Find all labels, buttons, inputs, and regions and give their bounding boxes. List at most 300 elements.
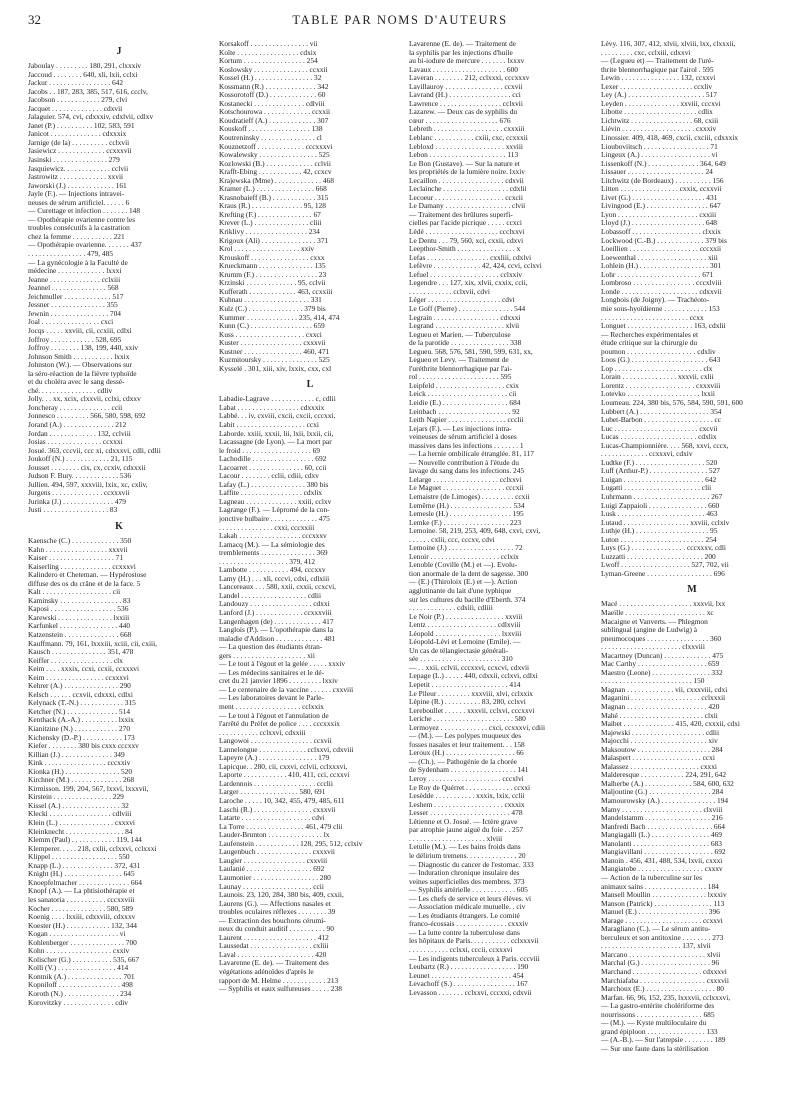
index-entry: Lockwood (C.-B.) . . . . . . . . . . . . . 379 bis: [601, 236, 727, 245]
index-entry: Lingeux (A.) . . . . . . . . . . . . . . . . . . . vi: [601, 151, 718, 160]
index-entry: Leblanc . . . . . . . . . . . cxiii, cxc, ccxxxii: [409, 134, 528, 143]
index-entry: — (M.). — Les polypes muqueux des: [409, 732, 522, 741]
index-entry: Kirchner (M.) . . . . . . . . . . . . . . 268: [28, 776, 135, 785]
index-entry: Laulanié . . . . . . . . . . . . . . . . . . 692: [219, 865, 325, 874]
index-entry: Jasiewicz . . . . . . . . . . . . . ccxxxvii: [28, 147, 132, 156]
index-entry: Luigan . . . . . . . . . . . . . . . . . . . . . . 642: [601, 475, 717, 484]
index-entry: Krefting (F.) . . . . . . . . . . . . . . . 67: [219, 210, 321, 219]
index-entry: neux du conduit auditif . . . . . . . . . . 90: [219, 925, 334, 934]
index-entry: Leidie (E.) . . . . . . . . . . . . . . . . . . 684: [409, 398, 521, 407]
index-entry: de Sydenham . . . . . . . . . . . . . . . . . . 141: [409, 766, 529, 775]
index-entry: — Association médicale mutuelle. . civ: [409, 903, 526, 912]
index-entry: chez la femme . . . . . . . . . . . 221: [28, 232, 125, 241]
index-entry: Knapp (L.) . . . . . . . . . . . . . . 372, 431: [28, 861, 141, 870]
index-entry: Lebreth . . . . . . . . . . . . . . . . . . . cxxxiii: [409, 125, 525, 134]
index-entry: Jullien. 494, 597, xxxviii, lxix, xc, cxliv,: [28, 480, 148, 489]
index-entry: Le Noir (P.) . . . . . . . . . . . . . . . . xxviii: [409, 612, 523, 621]
index-entry: Lwoff . . . . . . . . . . . . . . . . . . . 527, 702, vii: [601, 561, 729, 570]
index-entry: Larger . . . . . . . . . . . . . . . . 580, 691: [219, 788, 326, 797]
index-entry: par atrophie jaune aiguë du foie . . 257: [409, 826, 524, 835]
index-entry: Klemperer. . . . . 218, cxlii, cclxxvi, cclxxxi: [28, 844, 157, 853]
index-entry: Laumonier . . . . . . . . . . . . . . . . . . 280: [219, 873, 331, 882]
index-entry: Le Dentu . . . 79, 560, xci, cxxii, cdxvi: [409, 236, 524, 245]
index-entry: Kausch . . . . . . . . . . . . . . . 351, 478: [28, 648, 134, 657]
index-entry: Kissel (A.) . . . . . . . . . . . . . . . . 32: [28, 801, 129, 810]
index-entry: Lesèdde . . . . . . . . . . . xxxix, lxix, cclii: [409, 792, 525, 801]
index-entry: Labat . . . . . . . . . . . . . . . . . cdxxxix: [219, 403, 325, 412]
index-entry: fosses nasales et leur traitement. . . 158: [409, 740, 525, 749]
page-number: 32: [28, 12, 41, 27]
index-entry: Kaminsky . . . . . . . . . . . . . . . . . 83: [28, 596, 131, 605]
index-entry: Létienne et O. Josué. — Ictère grave: [409, 817, 518, 826]
index-entry: Lauder-Brunton . . . . . . . . . . . . . . . lx: [219, 831, 330, 840]
index-entry: Kuhnau . . . . . . . . . . . . . . . . . . 331: [219, 296, 322, 305]
index-entry: Laugenbuch . . . . . . . . . . . . . . . cxxxvii: [219, 848, 335, 857]
index-entry: Lyon . . . . . . . . . . . . . . . . . . . . . . cxxiii: [601, 210, 717, 219]
index-entry: Kleinknecht . . . . . . . . . . . . . . . . 84: [28, 827, 133, 836]
index-entry: Leroux (H.) . . . . . . . . . . . . . . . . . . . 66: [409, 749, 524, 758]
index-entry: Luthje (H.) . . . . . . . . . . . . . . . . . . . . 95: [601, 527, 718, 536]
index-entry: Leick . . . . . . . . . . . . . . . . . . . . . . cii: [409, 390, 517, 399]
index-entry: — Diagnostic du cancer de l'estomac. 333: [409, 860, 534, 869]
index-entry: Malassez . . . . . . . . . . . . . . . . . . . cxxxi: [601, 762, 717, 771]
index-entry: Legueu. 568, 576, 581, 590, 599, 631, xx,: [409, 347, 533, 356]
index-entry: Lecoeur . . . . . . . . . . . . . . . . . . . ccxcii: [409, 193, 523, 202]
index-entry: Kolischer (G.) . . . . . . . . . . . 535, 667: [28, 955, 140, 964]
index-entry: l'arrêté du Préfet de police . . . . cccxxxix: [219, 720, 340, 729]
index-entry: Kolli (V.) . . . . . . . . . . . . . . . . 414: [28, 964, 129, 973]
index-entry: Krafft-Ebing . . . . . . . . . . . . 42, ccxcv: [219, 168, 332, 177]
index-entry: Kocher . . . . . . . . . . . . . . . 580, 589: [28, 904, 133, 913]
index-entry: lavage du sang dans les infections. 245: [409, 467, 525, 476]
index-entry: Londe . . . . . . . . . . . . . . . . . . . . . cdxxvii: [601, 287, 722, 296]
index-entry: Kossel (H.) . . . . . . . . . . . . . . . . 32: [219, 74, 322, 83]
index-entry: Lotevko . . . . . . . . . . . . . . . . . . . . lxxii: [601, 390, 715, 399]
index-entry: Lentz . . . . . . . . . . . . . . . . . . . cdlxviii: [409, 621, 521, 630]
index-entry: ché. . . . . . . . . . . . . . . . cdliv: [28, 386, 113, 395]
index-entry: Marfan. 66, 96, 152, 235, lxxxvii, cclxxxvi,: [601, 993, 731, 1002]
index-entry: — Les laboratoires devant le Parle-: [219, 694, 324, 703]
index-entry: Legrand . . . . . . . . . . . . . . . . . . . xlvii: [409, 322, 520, 331]
index-entry: Lavarenne (E. de). — Traitement de: [409, 40, 516, 48]
index-entry: Koslowsky . . . . . . . . . . . . . . . ccxxii: [219, 65, 328, 74]
index-entry: Lévy. 116, 307, 412, xlvii, xlviii, lxx, clxxxii,: [601, 40, 736, 48]
index-entry: Maljoutine (G.) . . . . . . . . . . . . . . . . . 284: [601, 788, 724, 797]
index-entry: Legrain . . . . . . . . . . . . . . . . . . cdxxxi: [409, 313, 521, 322]
index-column-2: [219, 40, 401, 1110]
index-entry: Leipfeld . . . . . . . . . . . . . . . . . . . cxix: [409, 381, 519, 390]
index-columns: [28, 40, 778, 1110]
index-entry: pneumocoques . . . . . . . . . . . . . . . . . 360: [601, 634, 722, 643]
index-entry: — Opothérapie ovarienne contre les: [28, 215, 136, 224]
index-entry: Manson (Patrick) . . . . . . . . . . . . . . . . 113: [601, 899, 725, 908]
index-entry: troubles oculaires réflexes . . . . . . . . 39: [219, 908, 336, 917]
index-entry: Krzinski . . . . . . . . . . . . . . 95, cclvii: [219, 279, 326, 288]
index-entry: Jacobs . . 187, 283, 385, 517, 616, ccclv,: [28, 87, 148, 96]
index-entry: Justi . . . . . . . . . . . . . . . . . . 83: [28, 506, 118, 515]
index-entry: Laroche . . . . . 10, 342, 455, 479, 485, 611: [219, 797, 345, 806]
index-entry: Maksoutow . . . . . . . . . . . . . . . . . . . . 284: [601, 745, 723, 754]
index-entry: Labadie-Lagrave . . . . . . . . . . . . c, cdlii: [219, 395, 336, 404]
index-entry: Ley (A.) . . . . . . . . . . . . . . . . . . . . . 517: [601, 91, 717, 100]
index-entry: Kalt . . . . . . . . . . . . . . . . . . . cii: [28, 588, 121, 597]
index-entry: tion anormale de la dent de sagesse. 300: [409, 569, 529, 578]
index-entry: Krol . . . . . . . . . . . . . . . . . . xxiv: [219, 245, 315, 254]
index-entry: Kiefer . . . . . . . . 380 bis cxxx cccxxv: [28, 742, 139, 751]
index-entry: Manfredi Bach . . . . . . . . . . . . . . . . . . 664: [601, 822, 725, 831]
index-entry: Lorain . . . . . . . . . . . . . . . xxxvii, cxlii: [601, 373, 714, 382]
index-entry: Kirmisson. 199, 204, 567, lxxvi, lxxxvii,: [28, 784, 149, 793]
index-entry: Laval . . . . . . . . . . . . . . . . . . . . . 420: [219, 950, 327, 959]
index-entry: Liouboviitsch . . . . . . . . . . . . . . . . . . 71: [601, 142, 718, 151]
index-entry: — Le centenaire de la vaccine . . . . . . cxxviii: [219, 685, 354, 694]
index-entry: Killian (J.) . . . . . . . . . . . . . . 349: [28, 750, 125, 759]
index-entry: Lapeyre (A.) . . . . . . . . . . . . . . . . 179: [219, 754, 330, 763]
index-entry: . . . . . . . . . . . . . . . . . . . 379, 412: [219, 557, 316, 566]
index-entry: Langenhagen (de) . . . . . . . . . . . . . 417: [219, 617, 334, 626]
index-entry: Letulle (M.). — Les bains froids dans: [409, 843, 521, 852]
index-entry: Lédé . . . . . . . . . . . . . . . . . . . . ccclxxvi: [409, 228, 525, 237]
index-entry: . . . . . . . . . . . cclxxvi, cdxxiii: [219, 728, 306, 737]
index-entry: Kouznetzoff . . . . . . . . . . . . . cccxxxvi: [219, 142, 333, 151]
index-entry: maladie d'Addison . . . . . . . . . . . . . 481: [219, 634, 336, 643]
index-entry: Lagneau . . . . . . . . . . . . . . xxiii, cclxv: [219, 497, 332, 506]
index-entry: Manuel (E.) . . . . . . . . . . . . . . . . . . . 396: [601, 908, 720, 917]
index-entry: gers . . . . . . . . . . . . . . . . . . . . xii: [219, 651, 315, 660]
index-entry: Kenthack (A.-A.) . . . . . . . . . . lxxix: [28, 716, 134, 725]
index-entry: Lepage (L.) . . . . . 440, cdxxii, cclxvi, cdlxi: [409, 672, 538, 681]
index-column-4: [601, 40, 783, 1110]
index-entry: Lawrence . . . . . . . . . . . . . . . . . cclxvii: [409, 99, 523, 108]
index-entry: Lagrange (F.). — Lépromé de la con-: [219, 506, 330, 515]
index-entry: Kuzmitoursky . . . . . . . . . . . . . . . 525: [219, 356, 330, 365]
index-entry: — Le tout à l'égout et l'annulation de: [219, 711, 329, 720]
index-entry: Laffite . . . . . . . . . . . . . . . . . cdxlix: [219, 489, 323, 498]
index-entry: — La hernie ombilicale étranglée. 81, 117: [409, 450, 534, 459]
index-entry: . . . . . . . . . . . cclxxi, cccii, ccxxxvi: [409, 945, 513, 954]
index-entry: La Torre . . . . . . . . . . . . . . . . 461, 479 clii: [219, 822, 343, 831]
index-entry: animaux sains . . . . . . . . . . . . . . . . . 184: [601, 882, 719, 891]
index-entry: . . . . . . . . . cxc, cclxiii, cdxxvi: [601, 48, 691, 57]
index-entry: étude critique sur la chirurgie du: [601, 339, 698, 348]
index-entry: Kouskoff . . . . . . . . . . . . . . . . . 138: [219, 125, 323, 134]
index-entry: Krueckmann . . . . . . . . . . . . . . . 135: [219, 262, 326, 271]
index-entry: . . . . . . . . . . . . . . . . . . . . . . . . ccxx: [601, 313, 704, 322]
index-entry: Lavillauroy . . . . . . . . . . . . . . . . ccxvii: [409, 82, 523, 91]
index-entry: Mangiavillani . . . . . . . . . . . . . . . . . . . 692: [601, 848, 726, 857]
index-entry: Macartney (Duncan) . . . . . . . . . . . . . 475: [601, 651, 724, 660]
index-entry: Kontnik (A.) . . . . . . . . . . . . . . . 701: [28, 972, 135, 981]
index-entry: Kionka (H.) . . . . . . . . . . . . . . . 520: [28, 767, 133, 776]
index-entry: Lichtwitz . . . . . . . . . . . . . . . . . 68, cxiii: [601, 116, 719, 125]
index-entry: Levasson . . . . . . . cclxxvi, cccxxi, cdxvii: [409, 988, 532, 997]
index-entry: Joal . . . . . . . . . . . . . . . . cxci: [28, 318, 114, 327]
index-entry: rapport de M. Helme . . . . . . . . . . . . 213: [219, 976, 339, 985]
index-entry: veineuses de sérum artificiel à doses: [409, 433, 517, 442]
index-entry: neuses de sérum artificiel. . . . . . 6: [28, 198, 130, 207]
index-entry: Joukoff (N.) . . . . . . . . . . . . 21, 115: [28, 455, 133, 464]
index-entry: Macaigne et Vanverts. — Phlegmon: [601, 617, 708, 626]
index-entry: Kauffmann. 79, 161, lxxxiii, xciii, cii, cxiii,: [28, 639, 157, 648]
index-entry: Legueu et Marien. — Tuberculose: [409, 330, 511, 339]
index-entry: Lacoarret . . . . . . . . . . . . . . . 60, ccii: [219, 463, 327, 472]
index-entry: Macé . . . . . . . . . . . . . . . . . . . . xxxvii, lxx: [601, 600, 726, 609]
index-entry: Un cas de télangiectasie générali-: [409, 646, 509, 655]
index-entry: Katzenstein . . . . . . . . . . . . . . . 668: [28, 631, 132, 639]
index-entry: Luhrmann . . . . . . . . . . . . . . . . . . . . . 267: [601, 492, 723, 501]
index-entry: Liévin . . . . . . . . . . . . . . . . . . . . cxxxiv: [601, 125, 717, 134]
index-entry: Krajewska (Mme) . . . . . . . . . . . . . 468: [219, 176, 334, 185]
index-entry: Krouskoff . . . . . . . . . . . . . . . . cxxx: [219, 253, 325, 262]
index-entry: — Les médecins sanitaires et le dé-: [219, 668, 325, 677]
index-entry: Josias . . . . . . . . . . . . . . . ccxxxi: [28, 438, 123, 447]
index-entry: Karfunkel . . . . . . . . . . . . . . . . 440: [28, 622, 131, 631]
index-entry: Lermoyez . . . . . . . . . . . . . cxci, ccxxxvi, cdiii: [409, 723, 546, 732]
section-letter: J: [116, 46, 122, 57]
index-entry: Le Goff (Pierre) . . . . . . . . . . . . . . . 544: [409, 304, 526, 313]
index-entry: — Curettage et infection . . . . . . . 148: [28, 207, 141, 216]
index-entry: Manolanti . . . . . . . . . . . . . . . . . . . . . 683: [601, 839, 722, 848]
index-entry: Koenig . . . . lxxiii, cdxxviii, cdxxxv: [28, 913, 136, 922]
index-entry: Lenoble (Coville (M.) et —). Evolu-: [409, 561, 518, 570]
index-entry: Magnan . . . . . . . . . . . . . . . . . . . . . . 420: [601, 703, 720, 712]
index-entry: Kossorotoff (D.) . . . . . . . . . . . . . 60: [219, 91, 326, 100]
index-entry: Léopold-Lévi et Lemoine (Emile). —: [409, 638, 521, 647]
index-entry: Laporte . . . . . . . . . . . . 410, 411, cci, ccxxvi: [219, 771, 350, 780]
index-entry: Kortum . . . . . . . . . . . . . . . . . 254: [219, 57, 318, 66]
index-entry: Lépine (R.) . . . . . . . . . . 83, 280, cclxvi: [409, 698, 526, 707]
index-entry: Labbé. . . iv, cxviii, cxcii, cxcii, cccxxi,: [219, 412, 336, 421]
index-entry: Kohlenberger . . . . . . . . . . . . . . . 700: [28, 938, 137, 947]
index-entry: Kaiserling . . . . . . . . . . . . . . ccxxxvi: [28, 562, 136, 571]
index-entry: Kehrer (A.) . . . . . . . . . . . . . . . 290: [28, 682, 131, 691]
index-entry: Kummer . . . . . . . . . . . . . . 235, 414, 474: [219, 313, 340, 322]
index-entry: Linossier. 409, 418, 469, cxcii, cxciii, cdxxxix: [601, 134, 739, 143]
index-entry: Kowalewsky . . . . . . . . . . . . . . . . 525: [219, 151, 330, 160]
index-entry: grand épiploon . . . . . . . . . . . . . . . . 133: [601, 1027, 718, 1036]
index-entry: Maestro (Leone) . . . . . . . . . . . . . . . . 332: [601, 668, 723, 677]
index-entry: Knight (H.) . . . . . . . . . . . . . . . . 645: [28, 870, 135, 879]
index-entry: le froid . . . . . . . . . . . . . . . . . . . 69: [219, 446, 320, 455]
index-entry: Lop . . . . . . . . . . . . . . . . . . . . . . . . clx: [601, 364, 713, 373]
index-entry: Lewin . . . . . . . . . . . . . . . . 132, ccxxvi: [601, 74, 716, 83]
index-entry: massives dans les infections . . . . . . . 1: [409, 441, 524, 450]
index-entry: — Syphilis et eaux sulfureuses . . . . . 238: [219, 985, 342, 994]
index-entry: Léopold . . . . . . . . . . . . . . . . . . lxxviii: [409, 629, 522, 638]
index-entry: Lombroso . . . . . . . . . . . . . . . . . cccxlviii: [601, 279, 722, 288]
index-entry: ment . . . . . . . . . . . . . . . . . . cclxxix: [219, 703, 324, 712]
index-entry: Lemême (H.) . . . . . . . . . . . . . . . . . 534: [409, 501, 525, 510]
index-entry: — (Legueu et) — Traitement de l'uré-: [601, 57, 714, 66]
index-entry: Mangiagalli (L.) . . . . . . . . . . . . . . . . 469: [601, 831, 722, 840]
index-entry: Landouzy . . . . . . . . . . . . . . . . . cdxxi: [219, 600, 330, 609]
index-entry: — (Ch.). — Pathogénie de la chorée: [409, 757, 517, 766]
index-entry: Labit . . . . . . . . . . . . . . . . . . . ccxi: [219, 420, 319, 429]
index-entry: Marage . . . . . . . . . . . . . . . . . . . . . ccxxvi: [601, 916, 723, 925]
index-entry: — Nouvelle contribution à l'étude du: [409, 458, 519, 467]
index-entry: Lanford (J.) . . . . . . . . . . . . . ccxxxviii: [219, 609, 332, 617]
index-entry: Lutaud . . . . . . . . . . . . . . . . . . xxviii, cclxiv: [601, 518, 730, 527]
index-entry: — (E.) (Thiroloix (E.) et —). Action: [409, 578, 518, 587]
index-entry: Klein (L.) . . . . . . . . . . . . . . . cxxxvi: [28, 819, 135, 828]
index-entry: Lamacq (M.). — La sémiologie des: [219, 540, 325, 549]
index-entry: Koroth (N.) . . . . . . . . . . . . . . . 234: [28, 989, 132, 998]
index-entry: Kysselé . 301, xiii, xiv, lxxix, cxx, cxl: [219, 364, 332, 373]
index-entry: Kossmann (R.) . . . . . . . . . . . . . . 342: [219, 82, 329, 91]
index-entry: Lepetit . . . . . . . . . . . . . . . . . . . . . 414: [409, 681, 521, 690]
index-entry: . . . . . . . . . . . . . . . . . . . . . . 137, xlvii: [601, 942, 711, 951]
index-entry: Kraus (R.) . . . . . . . . . . . . . . 95, 128: [219, 202, 326, 211]
index-entry: Ludtke (F.) . . . . . . . . . . . . . . . . . . . 520: [601, 458, 718, 467]
index-entry: — Le tout à l'égout et la gelée . . . . . xxxiv: [219, 660, 346, 669]
index-entry: la syphilis par les injections d'huile: [409, 48, 513, 57]
index-entry: jonctive bulbaire . . . . . . . . . . . . . 475: [219, 514, 330, 523]
index-entry: Josué. 363, cccvii, ccc xi, cdxxxvi, cdli, cdlii: [28, 446, 161, 455]
index-entry: Langowoi . . . . . . . . . . . . . . . . . ccxvii: [219, 737, 332, 746]
index-entry: Le Pileur . . . . . . . . . xxxviii, xlvi, cclxxix: [409, 689, 533, 698]
index-entry: Kuss . . . . . . . . . . . . . . . . . . . cxxci: [219, 330, 322, 339]
index-entry: Mamy . . . . . . . . . . . . . . . . . . . . . . clxviii: [601, 805, 723, 814]
index-entry: Lebon . . . . . . . . . . . . . . . . . . . . . 113: [409, 151, 519, 160]
index-entry: Lazarew. — Deux cas de syphilis du: [409, 108, 518, 117]
index-entry: Laveran . . . . . . . . 212, cclxxxi, cccxxxv: [409, 74, 530, 83]
index-entry: Lissenkoff (N.) . . . . . . . . . . . . . . 364, 649: [601, 159, 726, 168]
index-entry: Janicot . . . . . . . . . . . . . . cdxxxix: [28, 130, 127, 139]
section-letter: M: [687, 584, 697, 596]
index-entry: Kaensche (C.) . . . . . . . . . . . . . 350: [28, 536, 132, 545]
index-entry: Longbois (de Joigny). — Trachéoto-: [601, 296, 710, 305]
index-entry: Krever (L.) . . . . . . . . . . . . . . . cliii: [219, 219, 322, 228]
index-entry: cret du 21 janvier 1896 . . . . . . . . . lxxiv: [219, 677, 338, 686]
index-entry: — Induration chronique insulaire des: [409, 869, 520, 878]
index-entry: Keim . . . . xxxix, ccxi, ccxii, ccxxxvi: [28, 665, 140, 674]
index-entry: Jacquet . . . . . . . . . . . . . . cdxvii: [28, 104, 123, 113]
index-entry: Johnson Smith . . . . . . . . . . . lxxix: [28, 352, 130, 361]
index-entry: Kalindero et Cheteman. — Hypérostose: [28, 571, 147, 580]
index-entry: Johnston (W.). — Observations sur: [28, 361, 133, 370]
index-entry: Lancereaux . . . 580, xxii, cxxii, ccxcvi,: [219, 583, 336, 592]
index-entry: Leepthor-Smith . . . . . . . . . . . . . . . . x: [409, 245, 521, 254]
index-entry: Laussedat . . . . . . . . . . . . . . . . . cxliii: [219, 942, 329, 951]
index-entry: Lugatti . . . . . . . . . . . . . . . . . . . . . clii: [601, 484, 712, 493]
index-entry: — La gynécologie à la Faculté de: [28, 258, 128, 267]
index-entry: Legueu et Levy. — Traitement de: [409, 356, 509, 365]
index-entry: Lefuel . . . . . . . . . . . . . . . . . . . cclxxiv: [409, 270, 523, 279]
index-entry: au bi-iodure de mercure . . . . . . . lxxxv: [409, 57, 525, 66]
index-entry: Knopf (A.). — La phtisiothérapie et: [28, 887, 135, 896]
index-entry: — La gastro-entérite cholériforme des: [601, 1002, 715, 1011]
index-entry: Kulz (C.) . . . . . . . . . . . . . . . 379 bis: [219, 304, 326, 313]
index-entry: Lelarge . . . . . . . . . . . . . . . . . . cclxxvi: [409, 475, 522, 484]
index-entry: Le Bon (Gustave). — Sur la nature et: [409, 159, 520, 168]
index-entry: . . . . . . . . . . . . . . . . 479, 485: [28, 250, 113, 259]
index-entry: Lyman-Greene . . . . . . . . . . . . . . . . . . 696: [601, 569, 725, 578]
index-entry: Kaposi . . . . . . . . . . . . . . . . . . 536: [28, 605, 129, 614]
index-entry: rol . . . . . . . . . . . . . . . . . . . . . . 595: [409, 373, 512, 382]
index-entry: sur les cultures du bacille d'Eberth. 374: [409, 595, 526, 604]
index-entry: Leubartz (R.) . . . . . . . . . . . . . . . . . . 190: [409, 963, 529, 972]
index-entry: Marchoux (E.) . . . . . . . . . . . . . . . . . . . 80: [601, 985, 724, 994]
index-entry: Lapicque. . 280, cii, cxxvi, cclvii, cclxxxvi,: [219, 762, 348, 771]
index-entry: Leunet . . . . . . . . . . . . . . . . . . . . . . 454: [409, 971, 524, 980]
index-entry: Lefas . . . . . . . . . . . . . . . . . cxxliii, cdxlvi: [409, 253, 532, 262]
index-entry: médecine . . . . . . . . . . . . . lxxxi: [28, 267, 122, 276]
index-entry: Lavrand (H.) . . . . . . . . . . . . . . . . . cci: [409, 91, 521, 100]
index-entry: l'uréthrite blennorrhagique par l'ai-: [409, 364, 513, 373]
index-entry: Mac Carthy . . . . . . . . . . . . . . . . . . . 659: [601, 660, 720, 669]
index-entry: Malderesque . . . . . . . . . . . . 224, 291, 642: [601, 771, 727, 780]
index-entry: Lemoine. 58, 219, 253, 409, 648, cxvi, cxvi,: [409, 527, 541, 536]
index-entry: Lambotte . . . . . . . . . . . 494, cccxxv: [219, 566, 326, 575]
index-entry: Lucas-Championnière. . . . 568, xxvi, cccx,: [601, 441, 729, 450]
index-entry: . . . . . . . . . . . . cclxvii, cdvi: [409, 287, 490, 296]
index-entry: Maragliano (C.). — Le sérum antitu-: [601, 925, 711, 934]
index-entry: Kogan . . . . . . . . . . . . . . . . . . . vi: [28, 930, 126, 939]
index-entry: Livingood (E.) . . . . . . . . . . . . . . . . . 647: [601, 202, 721, 211]
index-entry: Léger . . . . . . . . . . . . . . . . . . . . cdvi: [409, 296, 515, 305]
index-entry: les hôpitaux de Paris. . . . . . . . . . . cclxxxvii: [409, 937, 539, 946]
index-entry: Luys (G.) . . . . . . . . . . . . . . . cccxxxv, cdli: [601, 544, 726, 553]
index-column-1: [28, 40, 210, 1110]
index-entry: Jalaguier. 574, cvi, cdxxxiv, cdxlvii, cdlxv: [28, 113, 154, 122]
index-entry: Kunn (C.) . . . . . . . . . . . . . . . . . 659: [219, 322, 325, 331]
index-entry: nourrissons . . . . . . . . . . . . . . . . . . 685: [601, 1010, 715, 1019]
index-entry: diffuse des os du crâne et de la face. 5: [28, 579, 141, 588]
index-entry: Lereboullet . . . . . . xxxvii, cclxvi, cccxxvi: [409, 706, 535, 715]
index-entry: Magnan . . . . . . . . . . . . . vii, cxxxviii, cdxi: [601, 685, 728, 694]
index-entry: Laborde. xxiii, xxxii, lii, lxii, lxxii, cii,: [219, 429, 334, 438]
index-entry: Jocqs . . . . . xxviii, cii, ccxiii, cdlxi: [28, 326, 132, 335]
index-entry: Jordan . . . . . . . . . . . . . 132, cclviii: [28, 429, 131, 438]
index-entry: Loewenthal . . . . . . . . . . . . . . . . . . . xiii: [601, 253, 718, 262]
index-entry: Joffroy . . . . . . . . 138, 199, 440, xxiv: [28, 344, 139, 353]
index-entry: Jorand (A.) . . . . . . . . . . . . . . 212: [28, 420, 127, 429]
index-entry: Jacobson . . . . . . . . . . . . 279, clvi: [28, 96, 128, 105]
index-entry: Krumm (F.) . . . . . . . . . . . . . . . . . 23: [219, 270, 327, 279]
index-entry: Knoepfelmacher . . . . . . . . . . . . . . 664: [28, 878, 142, 887]
index-entry: Janet (P.) . . . . . . . . . . 102, 583, 591: [28, 121, 135, 130]
index-entry: Leyden . . . . . . . . . . . . . . . xxviii, cccxvi: [601, 99, 721, 108]
section-letter: L: [306, 379, 314, 391]
index-entry: Levachoff (S.) . . . . . . . . . . . . . . . . . 167: [409, 980, 528, 989]
index-entry: Kohn . . . . . . . . . . . . . . . . . . cxxiv: [28, 947, 130, 956]
index-entry: cœur . . . . . . . . . . . . . . . . . . . . 676: [409, 116, 511, 125]
index-entry: Lubbert (A.) . . . . . . . . . . . . . . . . . . . 354: [601, 407, 722, 416]
index-entry: Marchiafaba . . . . . . . . . . . . . . . . . . cxxxvii: [601, 976, 729, 985]
page-header: [28, 12, 772, 34]
index-entry: Kuster . . . . . . . . . . . . . . . . . cxxxvii: [219, 339, 326, 348]
index-entry: Jonnesco . . . . . . . . . 566, 580, 598, 692: [28, 412, 146, 421]
index-entry: Lorentz . . . . . . . . . . . . . . . . . . . cxxxviii: [601, 381, 721, 390]
index-entry: Judson F. Bury. . . . . . . . . . . . . 536: [28, 472, 132, 481]
index-entry: Koudratieff (A.) . . . . . . . . . . . . . 307: [219, 116, 329, 125]
index-entry: sublingual (angine de Ludwig) à: [601, 626, 698, 635]
index-entry: le délirium tremens. . . . . . . . . . . . . . 20: [409, 851, 526, 860]
index-entry: Jeanne . . . . . . . . . . . . . . cclxiii: [28, 275, 121, 284]
index-entry: Lebloxd . . . . . . . . . . . . . . . . . . . xxviii: [409, 142, 523, 151]
index-entry: Lemoine (J.) . . . . . . . . . . . . . . . . . . 72: [409, 544, 523, 553]
index-entry: berculeux et son antitoxine . . . . . . . . 273: [601, 933, 724, 942]
index-column-3: [409, 40, 591, 1110]
index-entry: Lohlein (H.) . . . . . . . . . . . . . . . . . . . 301: [601, 262, 722, 271]
index-entry: Lemke (F.) . . . . . . . . . . . . . . . . . . 223: [409, 518, 522, 527]
index-entry: Maeille . . . . . . . . . . . . . . . . . . . . . . xc: [601, 609, 714, 617]
index-entry: Leriche . . . . . . . . . . . . . . . . . . . . . . 580: [409, 715, 526, 724]
index-entry: . . . . . . . . . . . . . . . . . . . . . xlviii: [409, 834, 503, 843]
index-entry: Landel . . . . . . . . . . . . . . . . . . cdlii: [219, 591, 322, 600]
index-entry: Lecaillon . . . . . . . . . . . . . . . . . . cdxvii: [409, 176, 524, 185]
index-entry: Kelynack (T.-N.) . . . . . . . . . . . . 315: [28, 699, 136, 708]
